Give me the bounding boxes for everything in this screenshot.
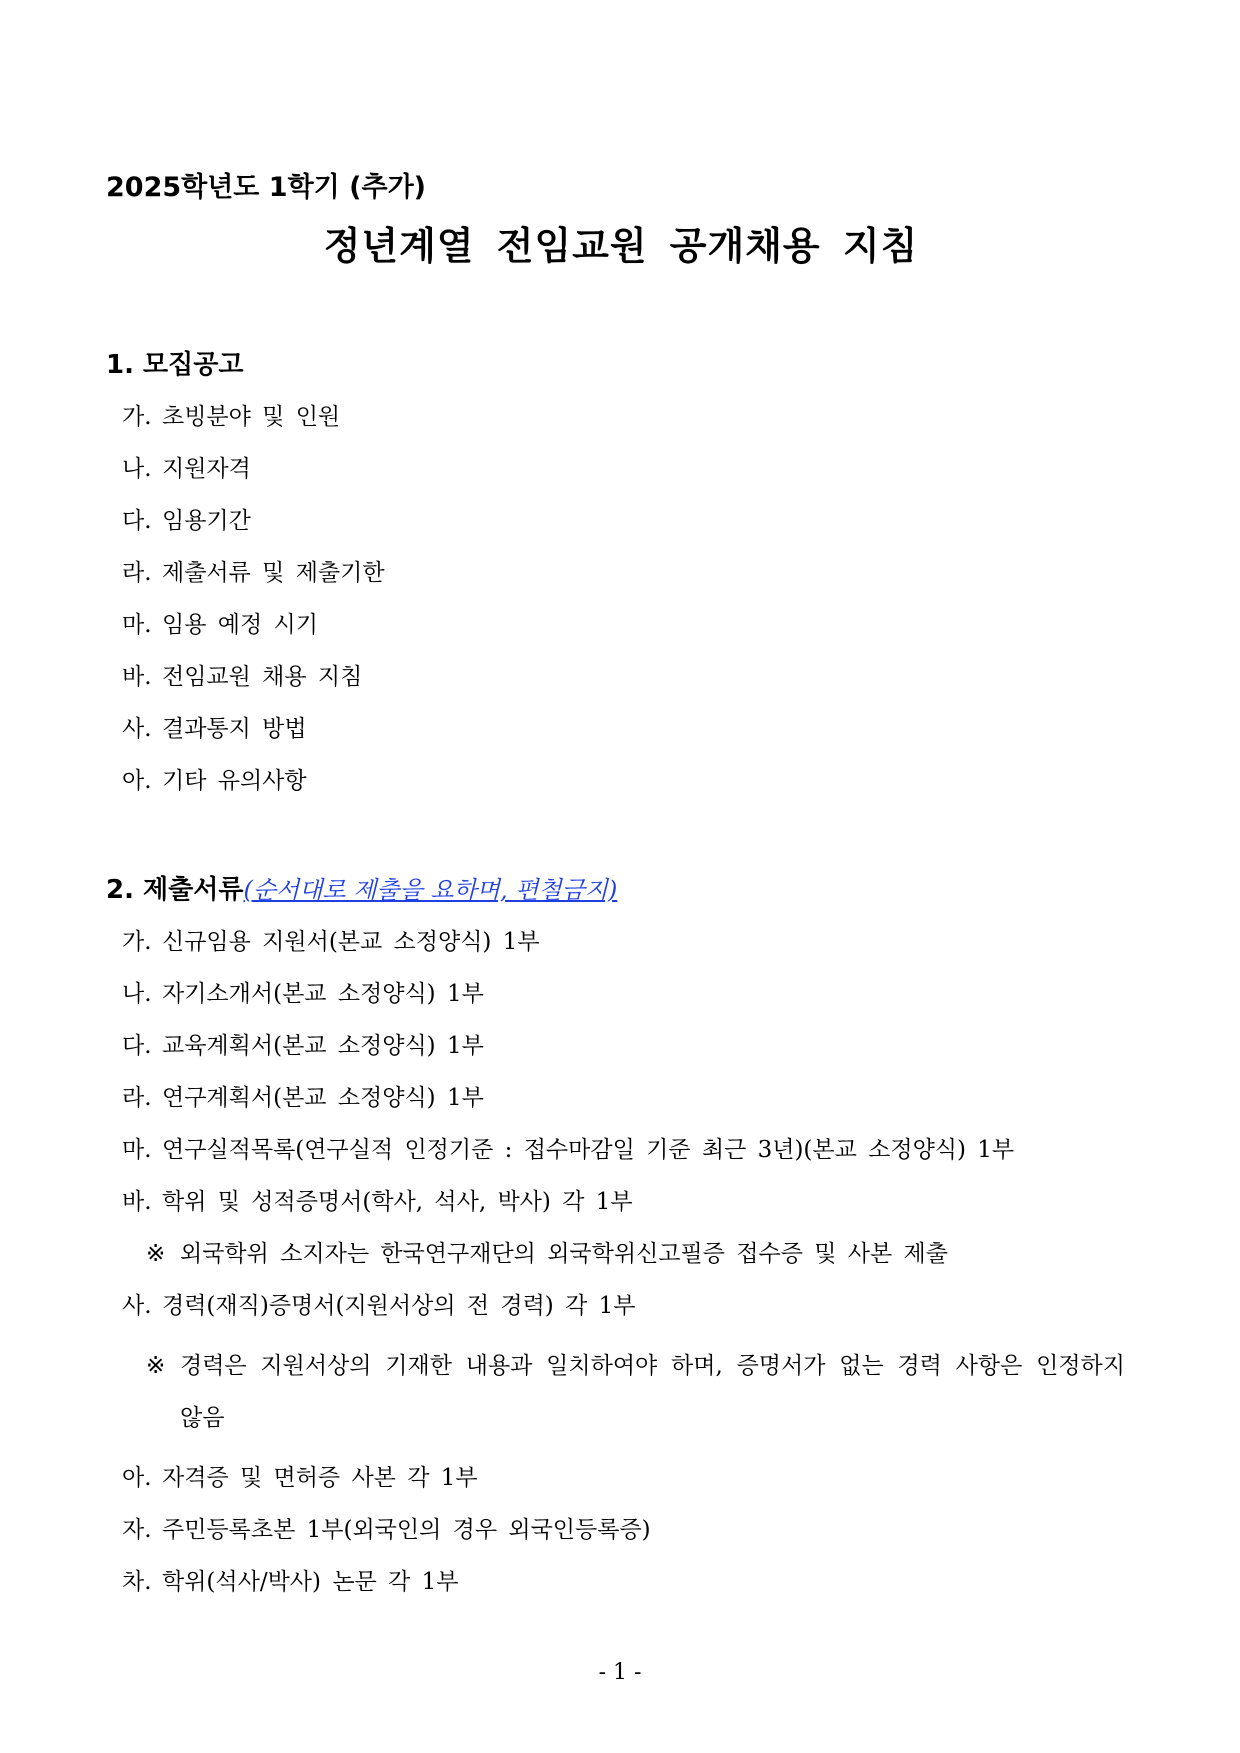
section-note: (순서대로 제출을 요하며, 편철금지) <box>243 876 618 904</box>
item-text: 결과통지 방법 <box>162 716 307 742</box>
reference-mark: ※ <box>146 1241 166 1267</box>
list-item <box>106 599 1136 651</box>
item-marker: 라. <box>122 560 152 586</box>
section-heading <box>106 870 1136 910</box>
item-text: 주민등록초본 1부(외국인의 경우 외국인등록증) <box>162 1517 651 1543</box>
item-marker: 아. <box>122 768 152 794</box>
item-marker: 나. <box>122 456 152 482</box>
item-marker: 라. <box>122 1085 152 1111</box>
section-recruitment-notice <box>106 345 1136 807</box>
item-marker: 바. <box>122 1189 152 1215</box>
list-item <box>106 1020 1136 1072</box>
item-text: 제출서류 및 제출기한 <box>162 560 385 586</box>
note-text: 외국학위 소지자는 한국연구재단의 외국학위신고필증 접수증 및 사본 제출 <box>180 1241 948 1267</box>
list-item <box>106 1452 1136 1504</box>
document-item-list <box>106 916 1136 1608</box>
document-subtitle: 2025학년도 1학기 (추가) <box>106 172 426 203</box>
item-marker: 가. <box>122 929 152 955</box>
list-item <box>106 1280 1136 1332</box>
note-text: 경력은 지원서상의 기재한 내용과 일치하여야 하며, 증명서가 없는 경력 사항은 인정하지 않음 <box>180 1353 1125 1431</box>
item-marker: 사. <box>122 716 152 742</box>
item-text: 임용기간 <box>162 508 251 534</box>
list-item <box>106 495 1136 547</box>
reference-mark: ※ <box>146 1353 166 1379</box>
item-text: 학위 및 성적증명서(학사, 석사, 박사) 각 1부 <box>162 1189 633 1215</box>
item-text: 경력(재직)증명서(지원서상의 전 경력) 각 1부 <box>162 1293 636 1319</box>
list-item <box>106 547 1136 599</box>
list-item <box>106 1176 1136 1228</box>
document-header <box>106 168 1136 274</box>
item-marker: 다. <box>122 508 152 534</box>
list-item <box>106 916 1136 968</box>
list-item <box>106 968 1136 1020</box>
item-marker: 나. <box>122 981 152 1007</box>
item-text: 교육계획서(본교 소정양식) 1부 <box>162 1033 484 1059</box>
item-marker: 자. <box>122 1517 152 1543</box>
section-heading-text: 2. 제출서류 <box>106 875 244 905</box>
document-title: 정년계열 전임교원 공개채용 지침 <box>323 224 919 268</box>
item-marker: 아. <box>122 1465 152 1491</box>
item-text: 초빙분야 및 인원 <box>162 404 341 430</box>
item-marker: 마. <box>122 1137 152 1163</box>
item-text: 자기소개서(본교 소정양식) 1부 <box>162 981 484 1007</box>
item-text: 연구실적목록(연구실적 인정기준 : 접수마감일 기준 최근 3년)(본교 소정양식) 1부 <box>162 1137 1015 1163</box>
list-item <box>106 1124 1136 1176</box>
item-text: 학위(석사/박사) 논문 각 1부 <box>162 1569 459 1595</box>
list-item <box>106 651 1136 703</box>
item-text: 지원자격 <box>162 456 251 482</box>
item-text: 신규임용 지원서(본교 소정양식) 1부 <box>162 929 540 955</box>
list-item <box>106 391 1136 443</box>
list-item <box>106 1504 1136 1556</box>
item-marker: 다. <box>122 1033 152 1059</box>
item-text: 기타 유의사항 <box>162 768 307 794</box>
item-marker: 마. <box>122 612 152 638</box>
section-required-documents <box>106 870 1136 1608</box>
section-heading: 1. 모집공고 <box>106 350 244 380</box>
item-text: 연구계획서(본교 소정양식) 1부 <box>162 1085 484 1111</box>
item-marker: 바. <box>122 664 152 690</box>
recruitment-item-list <box>106 391 1136 807</box>
list-item <box>106 755 1136 807</box>
career-note <box>106 1332 1136 1452</box>
item-text: 자격증 및 면허증 사본 각 1부 <box>162 1465 478 1491</box>
item-marker: 가. <box>122 404 152 430</box>
list-item <box>106 1072 1136 1124</box>
foreign-degree-note <box>106 1228 1136 1280</box>
item-marker: 차. <box>122 1569 152 1595</box>
list-item <box>106 443 1136 495</box>
item-marker: 사. <box>122 1293 152 1319</box>
item-text: 임용 예정 시기 <box>162 612 318 638</box>
list-item <box>106 703 1136 755</box>
list-item <box>106 1556 1136 1608</box>
item-text: 전임교원 채용 지침 <box>162 664 363 690</box>
page-number: - 1 - <box>598 1660 642 1685</box>
